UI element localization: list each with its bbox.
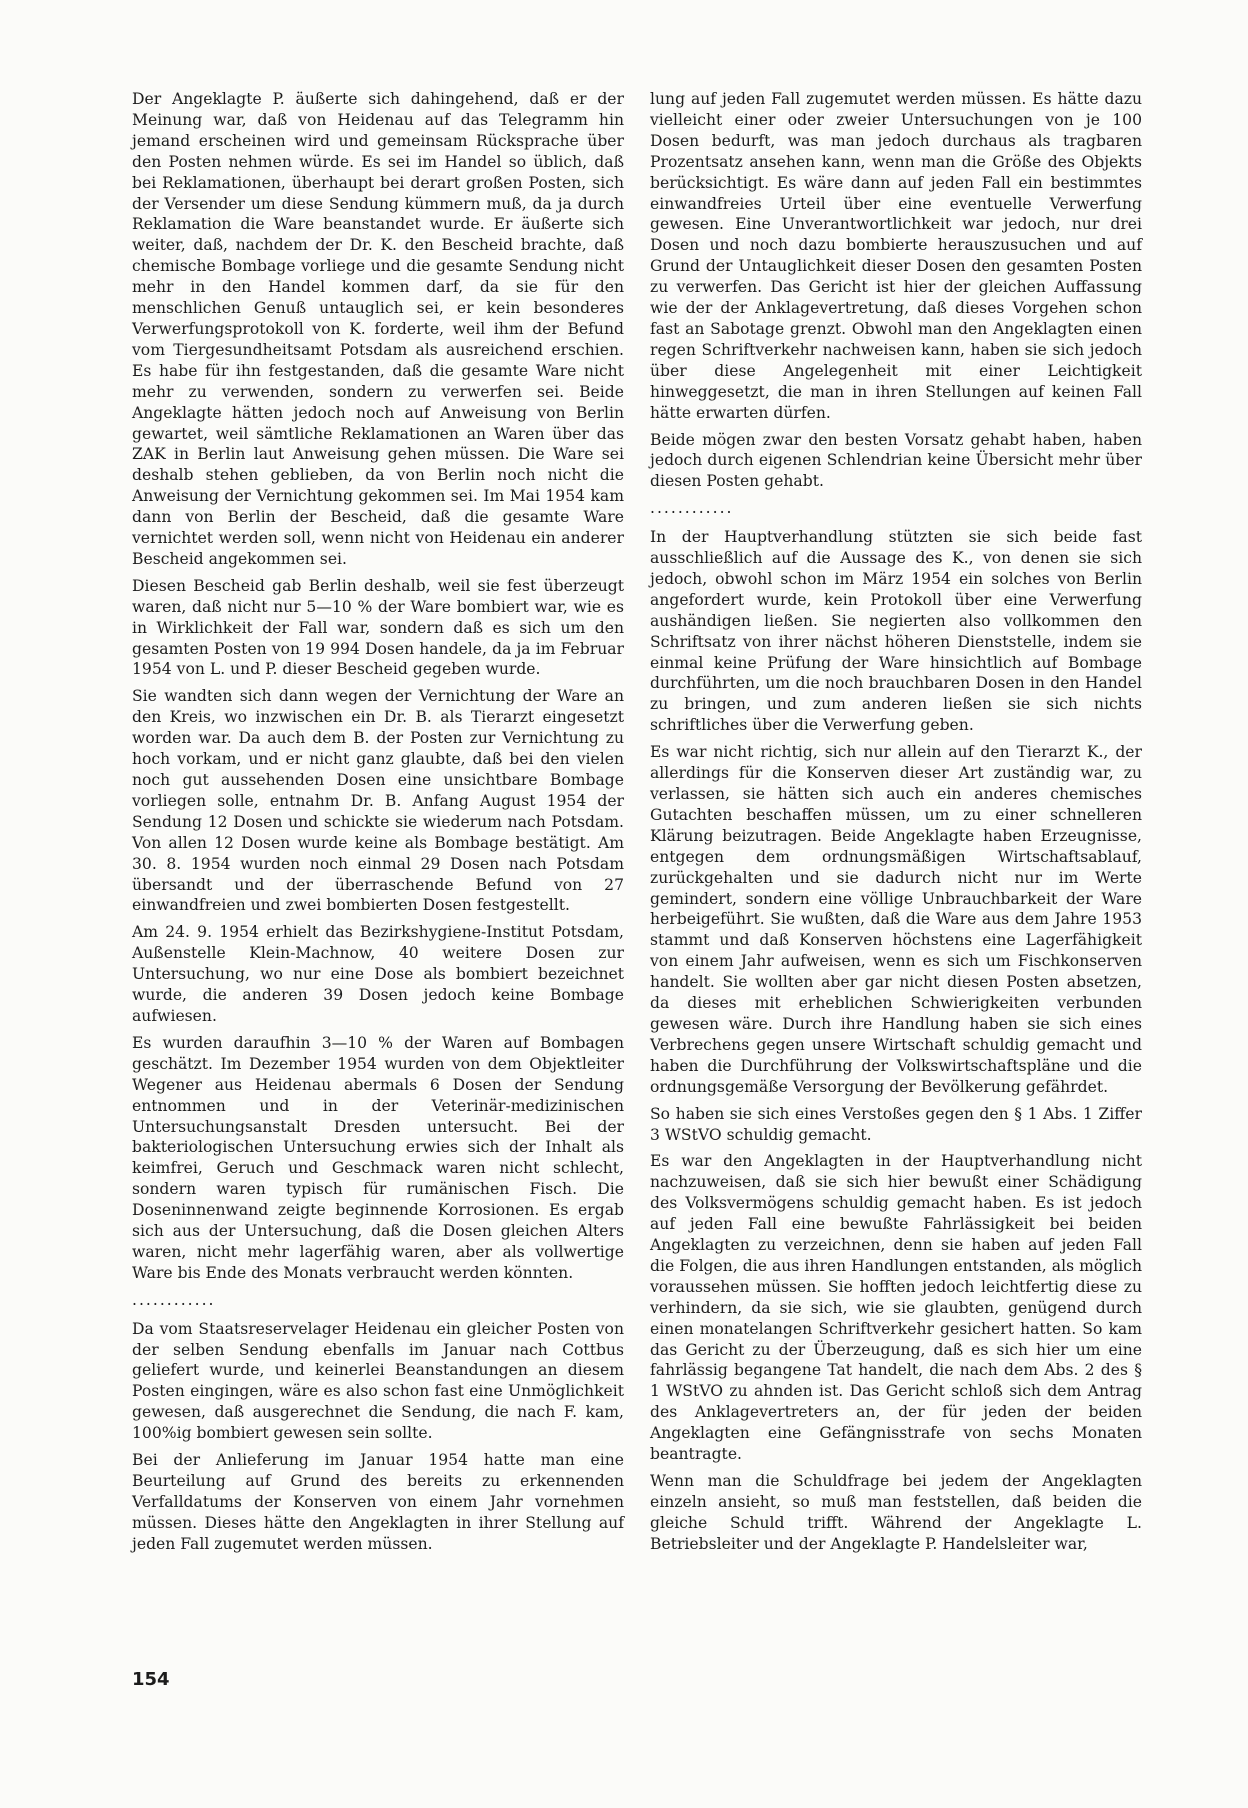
paragraph: Am 24. 9. 1954 erhielt das Bezirkshygiene-Institut Potsdam, Außenstelle Klein-Machnow, 40 weitere Dosen zur Untersuchung, wo nur eine Dose als bombiert bezeichnet wurde, die anderen 39 Dosen jedoch keine Bombage aufwiesen. — [132, 923, 624, 1025]
page-number: 154 — [132, 1669, 170, 1690]
right-column — [650, 89, 1142, 1561]
paragraph: Beide mögen zwar den besten Vorsatz gehabt haben, haben jedoch durch eigenen Schlendrian keine Übersicht mehr über diesen Posten gehabt. — [650, 430, 1142, 491]
paragraph: In der Hauptverhandlung stützten sie sich beide fast ausschließlich auf die Aussage des K., von denen sie sich jedoch, obwohl schon im März 1954 ein solches von Berlin angefordert wurde, kein Protokoll über eine Verwerfung aushändigen ließen. Sie negierten also vollkommen den Schriftsatz von ihrer nächst höheren Dienststelle, indem sie einmal keine Prüfung der Ware hinsichtlich auf Bombage durchführten, um die noch brauchbaren Dosen in den Handel zu bringen, und zum anderen ließen sie sich nichts schriftliches über die Verwerfung geben. — [650, 528, 1142, 735]
omission-marker: ............ — [132, 1290, 216, 1309]
omission-marker: ............ — [650, 499, 734, 518]
paragraph: Wenn man die Schuldfrage bei jedem der Angeklagten einzeln ansieht, so muß man feststellen, daß beiden die gleiche Schuld trifft. Während der Angeklagte L. Betriebsleiter und der Angeklagte P. Handelsleiter war, — [650, 1472, 1142, 1553]
paragraph: Der Angeklagte P. äußerte sich dahingehend, daß er der Meinung war, daß von Heidenau auf das Telegramm hin jemand erscheinen wird und gemeinsam Rücksprache über den Posten nehmen würde. Es sei im Handel so üblich, daß bei Reklamationen, überhaupt bei derart großen Posten, sich der Versender um diese Sendung kümmern muß, da ja durch Reklamation die Ware beanstandet wurde. Er äußerte sich weiter, daß, nachdem der Dr. K. den Bescheid brachte, daß chemische Bombage vorliege und die gesamte Sendung nicht mehr in den Handel kommen darf, da sie für den menschlichen Genuß untauglich sei, er kein besonderes Verwerfungsprotokoll von K. forderte, weil ihm der Befund vom Tiergesundheitsamt Potsdam als ausreichend erschien. Es habe für ihn festgestanden, daß die gesamte Ware nicht mehr zu verwenden, sondern zu verwerfen sei. Beide Angeklagte hätten jedoch noch auf Anweisung von Berlin gewartet, weil sämtliche Reklamationen an Waren über das ZAK in Berlin laut Anweisung gehen müssen. Die Ware sei deshalb stehen geblieben, da von Berlin noch nicht die Anweisung der Vernichtung gekommen sei. Im Mai 1954 kam dann von Berlin der Bescheid, daß die gesamte Ware vernichtet werden soll, wenn nicht von Heidenau ein anderer Bescheid angekommen sei. — [132, 90, 624, 568]
paragraph: Es war den Angeklagten in der Hauptverhandlung nicht nachzuweisen, daß sie sich hier bewußt einer Schädigung des Volksvermögens schuldig gemacht haben. Es ist jedoch auf jeden Fall eine bewußte Fahrlässigkeit bei beiden Angeklagten zu verzeichnen, denn sie haben auf jeden Fall die Folgen, die aus ihren Handlungen entstanden, als möglich voraussehen müssen. Sie hofften jedoch leichtfertig diese zu verhindern, da sie sich, wie sie glaubten, genügend durch einen monatelangen Schriftverkehr gesichert hatten. So kam das Gericht zu der Überzeugung, daß es sich hier um eine fahrlässig begangene Tat handelt, die nach dem Abs. 2 des § 1 WStVO zu ahnden ist. Das Gericht schloß sich dem Antrag des Anklagevertreters an, der für jeden der beiden Angeklagten eine Gefängnisstrafe von sechs Monaten beantragte. — [650, 1152, 1142, 1464]
paragraph: Es wurden daraufhin 3—10 % der Waren auf Bombagen geschätzt. Im Dezember 1954 wurden von dem Objektleiter Wegener aus Heidenau abermals 6 Dosen der Sendung entnommen und in der Veterinär-medizinischen Untersuchungsanstalt Dresden untersucht. Bei der bakteriologischen Untersuchung erwies sich der Inhalt als keimfrei, Geruch und Geschmack waren nicht schlecht, sondern waren typisch für rumänischen Fisch. Die Doseninnenwand zeigte beginnende Korrosionen. Es ergab sich aus der Untersuchung, daß die Dosen gleichen Alters waren, nicht mehr lagerfähig waren, aber als vollwertige Ware bis Ende des Monats verbraucht werden könnten. — [132, 1033, 624, 1282]
paragraph: So haben sie sich eines Verstoßes gegen den § 1 Abs. 1 Ziffer 3 WStVO schuldig gemacht. — [650, 1104, 1142, 1144]
paragraph: Bei der Anlieferung im Januar 1954 hatte man eine Beurteilung auf Grund des bereits zu erkennenden Verfalldatums der Konserven von einem Jahr vornehmen müssen. Dieses hätte den Angeklagten in ihrer Stellung auf jeden Fall zugemutet werden müssen. — [132, 1451, 624, 1553]
left-column — [132, 89, 624, 1561]
paragraph: Sie wandten sich dann wegen der Vernichtung der Ware an den Kreis, wo inzwischen ein Dr. B. als Tierarzt eingesetzt worden war. Da auch dem B. der Posten zur Vernichtung zu hoch vorkam, und er nicht ganz glaubte, daß bei den vielen noch gut aussehenden Dosen eine unsichtbare Bombage vorliegen solle, entnahm Dr. B. Anfang August 1954 der Sendung 12 Dosen und schickte sie wiederum nach Potsdam. Von allen 12 Dosen wurde keine als Bombage bestätigt. Am 30. 8. 1954 wurden noch einmal 29 Dosen nach Potsdam übersandt und der überraschende Befund von 27 einwandfreien und zwei bombierten Dosen festgestellt. — [132, 687, 624, 915]
paragraph: Es war nicht richtig, sich nur allein auf den Tierarzt K., der allerdings für die Konserven dieser Art zuständig war, zu verlassen, sie hätten sich auch ein anderes chemisches Gutachten beschaffen müssen, um zu einer schnelleren Klärung beizutragen. Beide Angeklagte haben Erzeugnisse, entgegen dem ordnungsmäßigen Wirtschaftsablauf, zurückgehalten und sie dadurch nicht nur im Werte gemindert, sondern eine völlige Unbrauchbarkeit der Ware herbeigeführt. Sie wußten, daß die Ware aus dem Jahre 1953 stammt und daß Konserven höchstens eine Lagerfähigkeit von einem Jahr aufweisen, wenn es sich um Fischkonserven handelt. Sie wollten aber gar nicht diesen Posten absetzen, da dieses mit erheblichen Schwierigkeiten verbunden gewesen wäre. Durch ihre Handlung haben sie sich eines Verbrechens gegen unsere Wirtschaft schuldig gemacht und haben die Durchführung der Volkswirtschaftspläne und die ordnungsgemäße Versorgung der Bevölkerung gefährdet. — [650, 743, 1142, 1096]
paragraph: Diesen Bescheid gab Berlin deshalb, weil sie fest überzeugt waren, daß nicht nur 5—10 % der Ware bombiert war, wie es in Wirklichkeit der Fall war, sondern daß es sich um den gesamten Posten von 19 994 Dosen handele, da ja im Februar 1954 von L. und P. dieser Bescheid gegeben wurde. — [132, 576, 624, 679]
paragraph: Da vom Staatsreservelager Heidenau ein gleicher Posten von der selben Sendung ebenfalls im Januar nach Cottbus geliefert wurde, und keinerlei Beanstandungen an diesem Posten eingingen, wäre es also schon fast eine Unmöglichkeit gewesen, daß ausgerechnet die Sendung, die nach F. kam, 100%ig bombiert gewesen sein sollte. — [132, 1319, 624, 1443]
paragraph: lung auf jeden Fall zugemutet werden müssen. Es hätte dazu vielleicht einer oder zweier Untersuchungen von je 100 Dosen bedurft, was man jedoch durchaus als tragbaren Prozentsatz ansehen kann, wenn man die Größe des Objekts berücksichtigt. Es wäre dann auf jeden Fall ein bestimmtes einwandfreies Urteil über eine eventuelle Verwerfung gewesen. Eine Unverantwortlichkeit war jedoch, nur drei Dosen und noch dazu bombierte herauszusuchen und auf Grund der Untauglichkeit dieser Dosen den gesamten Posten zu verwerfen. Das Gericht ist hier der gleichen Auffassung wie der der Anklagevertretung, daß dieses Vorgehen schon fast an Sabotage grenzt. Obwohl man den Angeklagten einen regen Schriftverkehr nachweisen kann, haben sie sich jedoch über diese Angelegenheit mit einer Leichtigkeit hinweggesetzt, die man in ihren Stellungen auf keinen Fall hätte erwarten dürfen. — [650, 90, 1142, 422]
